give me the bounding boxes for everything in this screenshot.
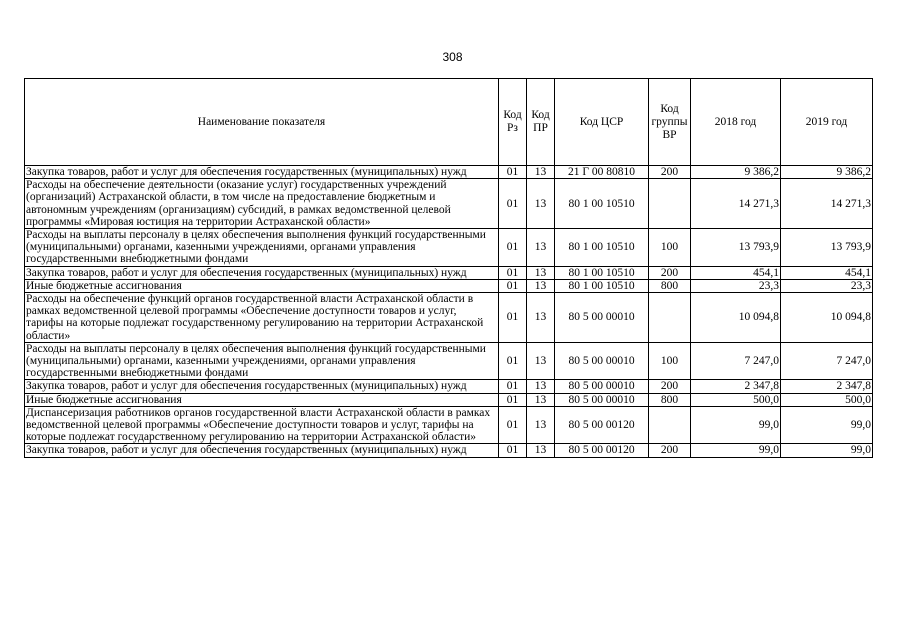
cell-name: Иные бюджетные ассигнования xyxy=(25,393,499,406)
budget-table xyxy=(24,78,873,458)
table-row xyxy=(25,266,873,279)
cell-2019: 500,0 xyxy=(781,393,873,406)
header-pr: Код ПР xyxy=(527,79,555,166)
cell-2018: 2 347,8 xyxy=(691,380,781,393)
cell-vr xyxy=(649,179,691,229)
cell-2019: 99,0 xyxy=(781,406,873,444)
cell-pr: 13 xyxy=(527,444,555,457)
cell-rz: 01 xyxy=(499,229,527,267)
table-row xyxy=(25,342,873,380)
cell-csr: 80 5 00 00010 xyxy=(555,393,649,406)
cell-2019: 13 793,9 xyxy=(781,229,873,267)
cell-csr: 80 1 00 10510 xyxy=(555,179,649,229)
table-row xyxy=(25,179,873,229)
cell-name: Расходы на выплаты персоналу в целях обеспечения выполнения функций государственными (муниципальными) органами, казенными учреждениями, органами управления государственными внебюджетными фондами xyxy=(25,342,499,380)
table-row xyxy=(25,444,873,457)
table-row xyxy=(25,293,873,343)
table-row xyxy=(25,166,873,179)
cell-2018: 99,0 xyxy=(691,406,781,444)
cell-rz: 01 xyxy=(499,293,527,343)
cell-2019: 10 094,8 xyxy=(781,293,873,343)
cell-name: Диспансеризация работников органов государственной власти Астраханской области в рамках ведомственной целевой программы «Обеспечение доступности товаров и услуг, тарифы на которые подлежат государственному регулированию на территории Астраханской области» xyxy=(25,406,499,444)
cell-rz: 01 xyxy=(499,179,527,229)
cell-vr: 200 xyxy=(649,166,691,179)
cell-vr: 800 xyxy=(649,393,691,406)
header-csr: Код ЦСР xyxy=(555,79,649,166)
table-row xyxy=(25,406,873,444)
header-rz: Код Рз xyxy=(499,79,527,166)
header-2019: 2019 год xyxy=(781,79,873,166)
header-vr: Код группы ВР xyxy=(649,79,691,166)
cell-csr: 80 5 00 00010 xyxy=(555,380,649,393)
cell-2019: 2 347,8 xyxy=(781,380,873,393)
cell-rz: 01 xyxy=(499,266,527,279)
cell-pr: 13 xyxy=(527,229,555,267)
cell-vr xyxy=(649,406,691,444)
cell-vr: 800 xyxy=(649,279,691,292)
cell-pr: 13 xyxy=(527,293,555,343)
cell-rz: 01 xyxy=(499,166,527,179)
cell-name: Закупка товаров, работ и услуг для обеспечения государственных (муниципальных) нужд xyxy=(25,166,499,179)
cell-pr: 13 xyxy=(527,342,555,380)
cell-2019: 23,3 xyxy=(781,279,873,292)
cell-2019: 454,1 xyxy=(781,266,873,279)
cell-2018: 454,1 xyxy=(691,266,781,279)
cell-csr: 80 5 00 00010 xyxy=(555,342,649,380)
cell-vr: 200 xyxy=(649,380,691,393)
cell-rz: 01 xyxy=(499,444,527,457)
cell-2018: 13 793,9 xyxy=(691,229,781,267)
page-number: 308 xyxy=(442,50,463,64)
cell-name: Закупка товаров, работ и услуг для обеспечения государственных (муниципальных) нужд xyxy=(25,266,499,279)
table-row xyxy=(25,393,873,406)
cell-2018: 500,0 xyxy=(691,393,781,406)
cell-2018: 10 094,8 xyxy=(691,293,781,343)
cell-2018: 23,3 xyxy=(691,279,781,292)
cell-name: Закупка товаров, работ и услуг для обеспечения государственных (муниципальных) нужд xyxy=(25,380,499,393)
cell-rz: 01 xyxy=(499,406,527,444)
cell-vr xyxy=(649,293,691,343)
cell-csr: 80 1 00 10510 xyxy=(555,229,649,267)
cell-name: Закупка товаров, работ и услуг для обеспечения государственных (муниципальных) нужд xyxy=(25,444,499,457)
cell-name: Расходы на выплаты персоналу в целях обеспечения выполнения функций государственными (муниципальными) органами, казенными учреждениями, органами управления государственными внебюджетными фондами xyxy=(25,229,499,267)
table-body xyxy=(25,166,873,458)
cell-pr: 13 xyxy=(527,179,555,229)
cell-pr: 13 xyxy=(527,393,555,406)
cell-vr: 100 xyxy=(649,229,691,267)
cell-vr: 100 xyxy=(649,342,691,380)
cell-pr: 13 xyxy=(527,166,555,179)
cell-pr: 13 xyxy=(527,406,555,444)
cell-name: Расходы на обеспечение функций органов государственной власти Астраханской области в рамках ведомственной целевой программы «Обеспечение доступности товаров и услуг, тарифы на которые подлежат государственному регулированию на территории Астраханской области» xyxy=(25,293,499,343)
cell-2018: 14 271,3 xyxy=(691,179,781,229)
cell-2019: 9 386,2 xyxy=(781,166,873,179)
cell-csr: 80 5 00 00120 xyxy=(555,444,649,457)
table-row xyxy=(25,229,873,267)
table-row xyxy=(25,380,873,393)
table-header-row xyxy=(25,79,873,166)
cell-2019: 14 271,3 xyxy=(781,179,873,229)
cell-pr: 13 xyxy=(527,380,555,393)
cell-pr: 13 xyxy=(527,279,555,292)
cell-2019: 7 247,0 xyxy=(781,342,873,380)
cell-rz: 01 xyxy=(499,393,527,406)
cell-vr: 200 xyxy=(649,266,691,279)
header-name: Наименование показателя xyxy=(25,79,499,166)
cell-csr: 21 Г 00 80810 xyxy=(555,166,649,179)
cell-csr: 80 5 00 00010 xyxy=(555,293,649,343)
cell-csr: 80 1 00 10510 xyxy=(555,279,649,292)
cell-name: Расходы на обеспечение деятельности (оказание услуг) государственных учреждений (организаций) Астраханской области, в том числе на предоставление бюджетным и автономным учреждениям (организациям) субсидий, в рамках ведомственной целевой программы «Мировая юстиция на территории Астраханской области» xyxy=(25,179,499,229)
cell-rz: 01 xyxy=(499,380,527,393)
table-row xyxy=(25,279,873,292)
cell-2018: 99,0 xyxy=(691,444,781,457)
cell-rz: 01 xyxy=(499,279,527,292)
cell-2018: 9 386,2 xyxy=(691,166,781,179)
cell-2018: 7 247,0 xyxy=(691,342,781,380)
cell-2019: 99,0 xyxy=(781,444,873,457)
cell-csr: 80 5 00 00120 xyxy=(555,406,649,444)
header-2018: 2018 год xyxy=(691,79,781,166)
cell-name: Иные бюджетные ассигнования xyxy=(25,279,499,292)
cell-vr: 200 xyxy=(649,444,691,457)
cell-rz: 01 xyxy=(499,342,527,380)
cell-csr: 80 1 00 10510 xyxy=(555,266,649,279)
cell-pr: 13 xyxy=(527,266,555,279)
